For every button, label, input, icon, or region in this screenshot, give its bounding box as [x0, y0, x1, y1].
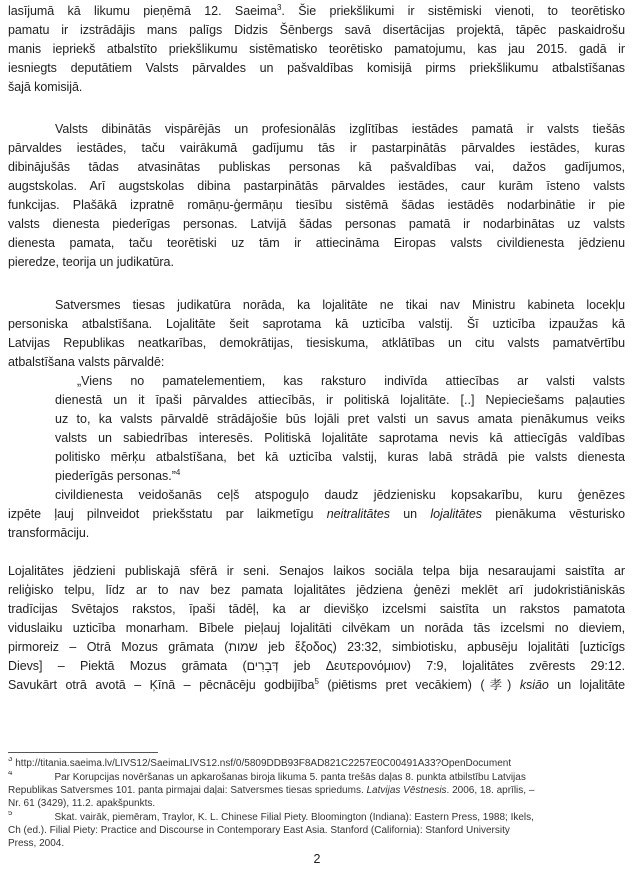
footnote-line: Republikas Satversmes 101. panta pirmajai daļai: Satversmes tiesas spriedums. Latvijas Vēstnesis. 2006, 18. aprīlis, –: [8, 785, 535, 796]
text-line: Lojalitātes jēdzieni publiskajā sfērā ir seni. Senajos laikos sociāla telpa bija nesaraujami saistīta ar: [8, 564, 625, 578]
text-line: pārvaldes iestādes, taču vairākumā gadījumu tās ir pastarpinātās pārvaldes iestādes, kuras: [8, 141, 625, 155]
block-quote: [55, 372, 625, 505]
footnote-ref-4[interactable]: 4: [175, 468, 181, 477]
footnote-3: [8, 757, 620, 770]
text-line: šajā komisijā.: [8, 80, 83, 94]
page-number: 2: [313, 852, 321, 866]
footnote-separator: [8, 752, 158, 753]
footnote-line: $^4$ Par Korupcijas novēršanas un apkarošanas biroja likuma 5. panta trešās daļas 8. punkta atbilstību Latvijas: [8, 771, 526, 783]
text-line: tradīcijas Svētajos rakstos, īpaši tādēļ, ka ar dievišķo izcelsmi saistīta un rakstos pamatota: [8, 602, 625, 616]
text-line: transformāciju.: [8, 526, 90, 540]
paragraph-4: [8, 505, 625, 543]
text-line: dibinājušās tādas atvasinātas publiskas personas kā pašvaldības vai, dažos gadījumos,: [8, 160, 625, 174]
text-line: dienesta pamata, taču teorētiski uz tām ir attiecināma Eiropas valsts civildienesta jēdzienu: [8, 236, 625, 250]
footnote-line: $^3$ http://titania.saeima.lv/LIVS12/SaeimaLIVS12.nsf/0/5809DDB93F8AD821C2257E0C00491A33?OpenDocument: [8, 757, 512, 769]
quote-line: valsts un sabiedrības interesēs. Politiskā lojalitāte saprotama nevis kā attiecīgās valdības: [55, 431, 625, 445]
footnote-4: [8, 771, 620, 810]
text-line: Latvijas Republikas neatkarības, demokrātijas, tiesiskuma, atklātības un citu valsts pamatvērtību: [8, 336, 625, 350]
quote-line: dienestā un it īpaši pārvaldes attiecībās, ir politiskā lojalitāte. [..] Nepieciešams paļauties: [55, 393, 625, 407]
text-line: lasījumā kā likumu pieņēmā 12. Saeima$^3$. Šie priekšlikumi ir sistēmiski vienoti, to teorētisko: [8, 3, 625, 18]
text-line: iesniegts deputātiem Valsts pārvaldes un pašvaldības komisijā pirms priekšlikumu atbalstīšanas: [8, 61, 625, 75]
text-line: Savukārt otrā avotā – Ķīnā – pēcnācēju godbijība$^5$ (piētisms pret vecākiem) (孝) ksiāo un lojalitāte: [8, 677, 625, 692]
text-line: Valsts dibinātās vispārējās un profesionālās izglītības iestādes pamatā ir valsts tiešās: [55, 122, 625, 136]
text-line: personiska atbalstīšana. Lojalitāte šeit saprotama kā uzticība valstij. Šī uzticība izpaužas kā: [8, 317, 625, 331]
paragraph-3: [8, 296, 625, 372]
footnote-3-link[interactable]: http://titania.saeima.lv/LIVS12/SaeimaLIVS12.nsf/0/5809DDB93F8AD821C2257E0C00491A33?OpenDocument: [15, 758, 512, 769]
footnote-line: Ch (ed.). Filial Piety: Practice and Discourse in Contemporary East Asia. Stanford (California): Stanford University: [8, 825, 510, 836]
footnote-line: $^5$ Skat. vairāk, piemēram, Traylor, K. L. Chinese Filial Piety. Bloomington (Indiana): Eastern Press, 1988; Ikels,: [8, 811, 534, 823]
footnote-line: Press, 2004.: [8, 838, 65, 849]
quote-line: piederīgās personas.”$^4$: [55, 468, 181, 483]
text-line: valsts dienesta piederīgas personas. Latvijā šādas personas pamatā ir nodarbinātas uz valsts: [8, 217, 625, 231]
footnote-5: [8, 811, 620, 850]
paragraph-5: [8, 562, 625, 695]
text-line: funkcijas. Plašākā izpratnē romāņu-ģermāņu tiesību sistēmā šādas iestādēs nodarbinātie ir pie: [8, 198, 625, 212]
quote-line: uz to, ka valsts pārvaldē strādājošie būs lojāli pret valsti un savus amata pienākumus veiks: [55, 412, 625, 426]
paragraph-2: [8, 120, 625, 272]
text-line: manis iepriekš atbalstīto priekšlikumu sistēmatisko teorētisko pamatojumu, kas jau 2015. gadā ir: [8, 42, 625, 56]
text-line: Dievs] – Piektā Mozus grāmata (דְּבָרִים jeb Δευτερονόμιον) 7:9, lojalitātes zvērests 29:12.: [8, 659, 625, 673]
paragraph-1: [8, 2, 625, 97]
text-line: augstskolas. Arī augstskolas dibina pastarpinātās pārvaldes iestādes, caur kurām īsteno valsts: [8, 179, 625, 193]
quote-line: civildienesta veidošanās ceļš atspoguļo daudz jēdzienisku kopsakarību, kuru ģenēzes: [55, 488, 625, 502]
text-line: pirmoreiz – Otrā Mozus grāmata (שמות jeb ἔξοδος) 23:32, simbiotisku, apbusēju lojalitāti [uzticīgs: [8, 640, 625, 654]
text-line: reliģisko telpu, līdz ar to nav bez pamata lojalitātes jēdziena ģenēzi meklēt arī judokristiāniskās: [8, 583, 625, 597]
text-line: pieredze, teorija un judikatūra.: [8, 255, 174, 269]
text-line: pamatu ir izstrādājis mans palīgs Didzis Šēnbergs savā disertācijas projektā, tāpēc paskaidrošu: [8, 23, 625, 37]
text-line: viduslaiku uzticība monarham. Bībele pieļauj lojalitāti cilvēkam un norāda tās izcelsmi no dieviem,: [8, 621, 625, 635]
text-line: izpēte ļauj pilnveidot priekšstatu par laikmetīgu neitralitātes un lojalitātes pienākuma vēsturisko: [8, 507, 625, 521]
text-line: Satversmes tiesas judikatūra norāda, ka lojalitāte ne tikai nav Ministru kabineta locekļu: [55, 298, 625, 312]
footnote-ref-3[interactable]: 3: [277, 3, 282, 12]
footnote-ref-5[interactable]: 5: [314, 677, 319, 686]
text-line: atbalstīšana valsts pārvaldē:: [8, 355, 165, 369]
quote-line: politisko mērķu atbalstīšana, bet kā uzticība valstij, kuras labā strādā pie valsts dienesta: [55, 450, 625, 464]
quote-line: „Viens no pamatelementiem, kas raksturo indivīda attiecības ar valsti valsts: [77, 374, 625, 388]
footnote-line: Nr. 61 (3429), 11.2. apakšpunkts.: [8, 798, 156, 809]
